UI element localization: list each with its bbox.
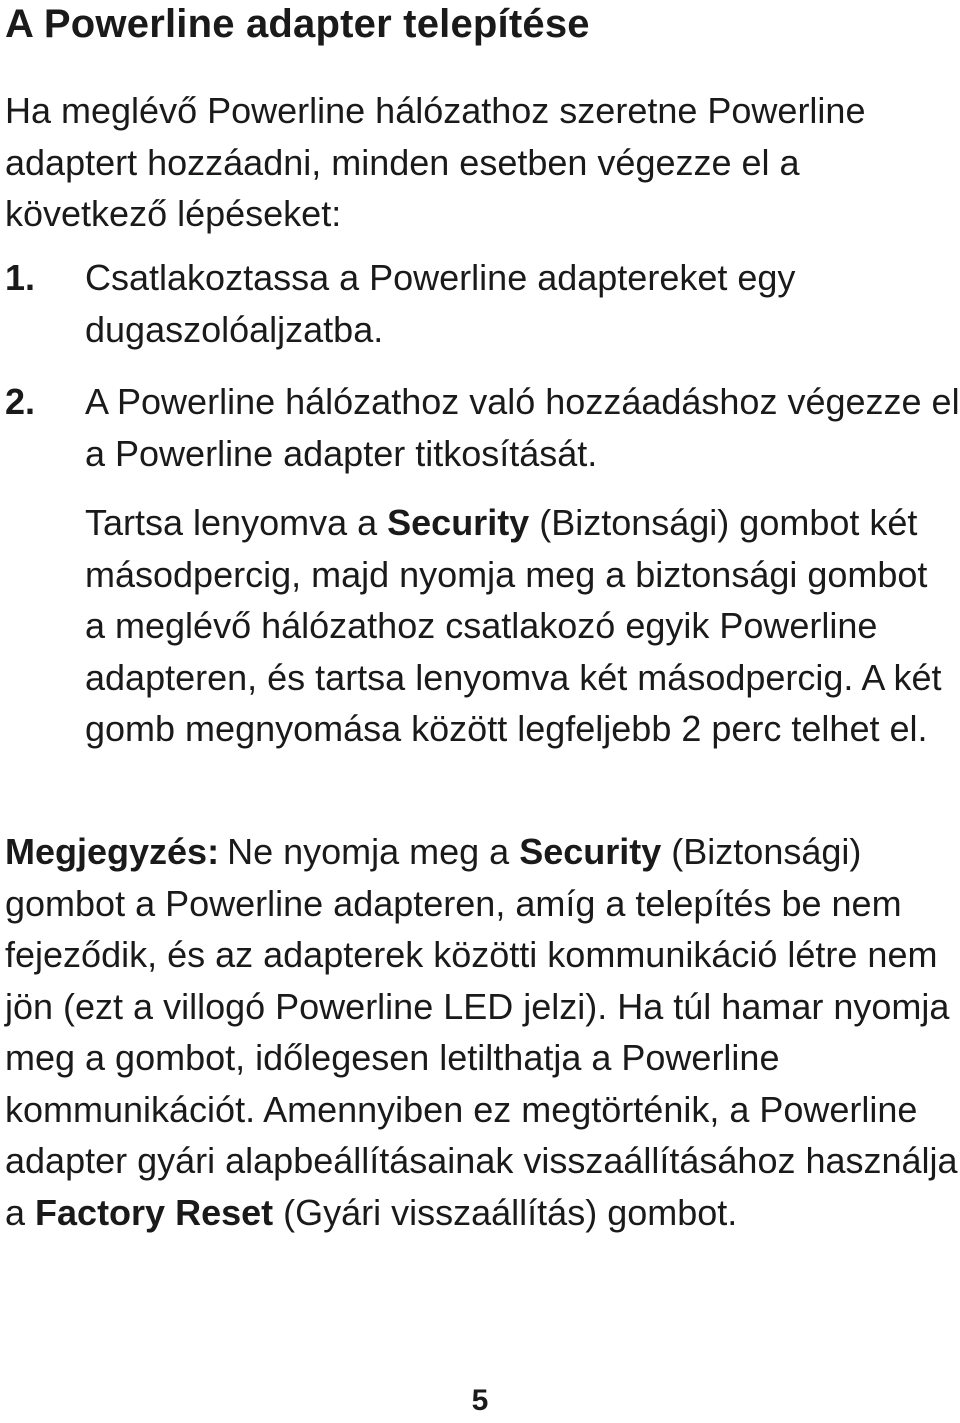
note-text-part3: (Gyári visszaállítás) gombot.	[273, 1191, 738, 1233]
step-2	[5, 376, 960, 479]
note-text-part2: (Biztonsági) gombot a Powerline adapteren, amíg a telepítés be nem fejeződik, és az adapterek közötti kommunikáció létre nem jön (ezt a villogó Powerline LED jelzi). Ha túl hamar nyomja meg a gombot, időlegesen letilthatja a Powerline kommunikációt. Amennyiben ez megtörténik, a Powerline adapter gyári alapbeállításainak visszaállításához használja a	[5, 831, 958, 1233]
detail-text-before: Tartsa lenyomva a	[85, 502, 388, 543]
step-1	[5, 252, 960, 355]
intro-paragraph: Ha meglévő Powerline hálózathoz szeretne Powerline adaptert hozzáadni, minden esetben végezze el a következő lépéseket:	[5, 90, 866, 234]
factory-reset-button-name: Factory Reset	[35, 1191, 274, 1233]
note-text-part1: Ne nyomja meg a	[227, 831, 520, 872]
page-title: A Powerline adapter telepítése	[5, 2, 590, 46]
note-security-button-name: Security	[519, 831, 662, 872]
step-1-text: Csatlakoztassa a Powerline adaptereket egy dugaszolóaljzatba.	[85, 257, 796, 350]
note-label: Megjegyzés:	[5, 831, 220, 872]
note-paragraph	[5, 826, 960, 1238]
step-1-number: 1.	[5, 257, 36, 298]
step-2-number: 2.	[5, 381, 36, 422]
security-button-name: Security	[387, 502, 530, 543]
detail-text-after: (Biztonsági) gombot két másodpercig, majd nyomja meg a biztonsági gombot a meglévő hálózathoz csatlakozó egyik Powerline adapteren, és tartsa lenyomva két másodpercig. A két gomb megnyomása között legfeljebb 2 perc telhet el.	[85, 502, 942, 749]
step-2-text: A Powerline hálózathoz való hozzáadáshoz végezze el a Powerline adapter titkosítását.	[85, 381, 960, 474]
step-2-detail	[85, 497, 955, 755]
page-number: 5	[471, 1384, 489, 1417]
